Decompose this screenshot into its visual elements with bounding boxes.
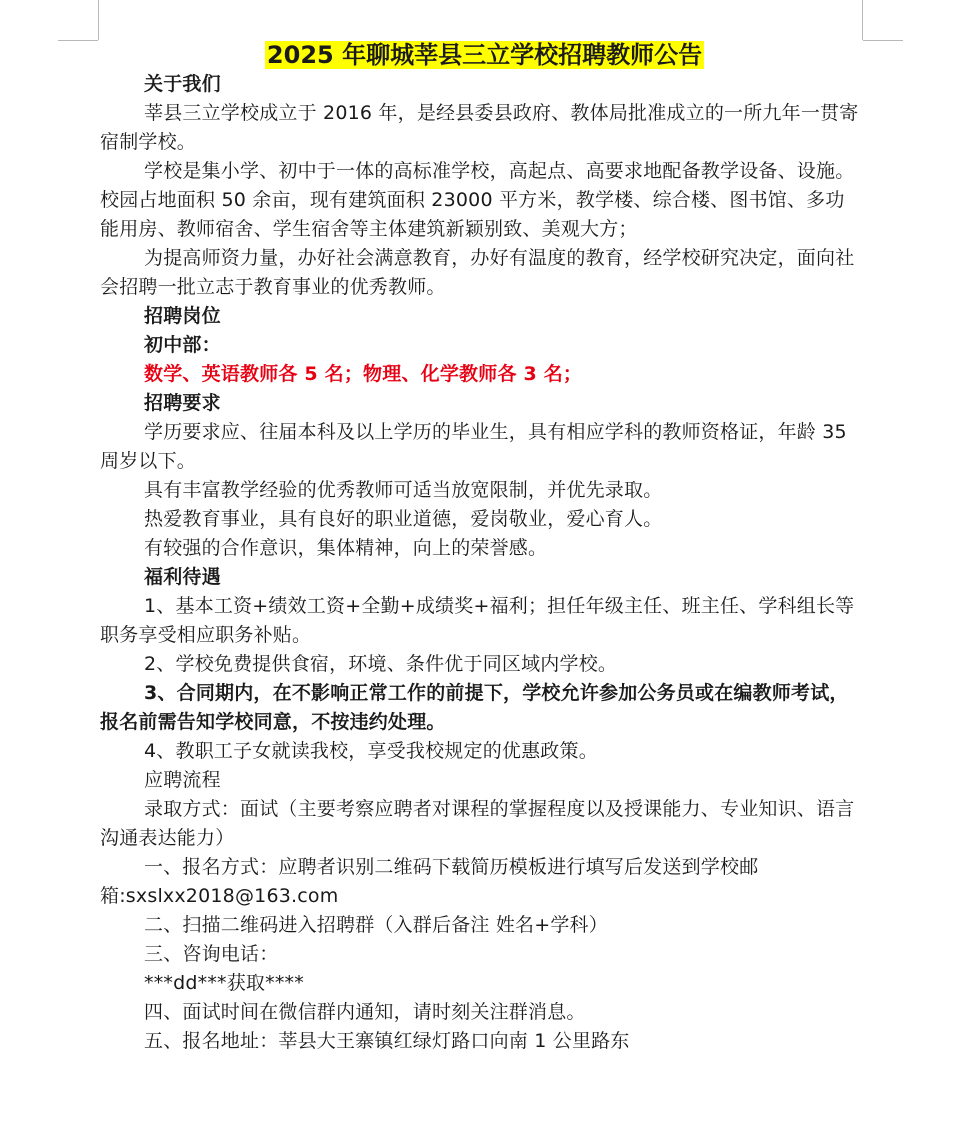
benefit-item: 4、教职工子女就读我校，享受我校规定的优惠政策。 [144, 740, 598, 762]
crop-mark-top-right-vertical [862, 0, 863, 40]
process-item-phone-value: ***dd***获取**** [144, 972, 304, 994]
requirement-item: 具有丰富教学经验的优秀教师可适当放宽限制，并优先录取。 [144, 479, 663, 501]
positions-detail: 数学、英语教师各 5 名；物理、化学教师各 3 名； [144, 363, 583, 385]
process-heading: 应聘流程 [144, 769, 221, 791]
process-item-registration: 一、报名方式：应聘者识别二维码下载简历模板进行填写后发送到学校邮箱:sxslxx2018@163.com [100, 856, 759, 907]
document-body [100, 70, 860, 1056]
process-item-address: 五、报名地址：莘县大王寨镇红绿灯路口向南 1 公里路东 [144, 1030, 630, 1052]
positions-department: 初中部： [144, 334, 221, 356]
document-title [0, 38, 969, 72]
benefit-item-highlight: 3、合同期内，在不影响正常工作的前提下，学校允许参加公务员或在编教师考试，报名前需告知学校同意，不按违约处理。 [100, 682, 849, 733]
requirement-item: 学历要求应、往届本科及以上学历的毕业生，具有相应学科的教师资格证，年龄 35 周岁以下。 [100, 421, 847, 472]
document-title-text: 2025 年聊城莘县三立学校招聘教师公告 [266, 41, 703, 69]
benefits-heading: 福利待遇 [144, 566, 221, 588]
positions-heading: 招聘岗位 [144, 305, 221, 327]
about-paragraph-1: 莘县三立学校成立于 2016 年，是经县委县政府、教体局批准成立的一所九年一贯寄宿制学校。 [100, 102, 859, 153]
process-item-phone-label: 三、咨询电话： [144, 943, 279, 965]
process-item-method: 录取方式：面试（主要考察应聘者对课程的掌握程度以及授课能力、专业知识、语言沟通表达能力） [100, 798, 855, 849]
about-paragraph-2: 学校是集小学、初中于一体的高标准学校，高起点、高要求地配备教学设备、设施。校园占地面积 50 余亩，现有建筑面积 23000 平方米，教学楼、综合楼、图书馆、多功能用房、教师宿舍、学生宿舍等主体建筑新颖别致、美观大方； [100, 160, 855, 240]
requirements-heading: 招聘要求 [144, 392, 221, 414]
benefit-item: 1、基本工资+绩效工资+全勤+成绩奖+福利；担任年级主任、班主任、学科组长等职务享受相应职务补贴。 [100, 595, 855, 646]
requirement-item: 有较强的合作意识，集体精神，向上的荣誉感。 [144, 537, 548, 559]
process-item-qr-group: 二、扫描二维码进入招聘群（入群后备注 姓名+学科） [144, 914, 608, 936]
process-item-interview-time: 四、面试时间在微信群内通知，请时刻关注群消息。 [144, 1001, 586, 1023]
about-heading: 关于我们 [144, 73, 221, 95]
requirement-item: 热爱教育事业，具有良好的职业道德，爱岗敬业，爱心育人。 [144, 508, 663, 530]
about-paragraph-3: 为提高师资力量，办好社会满意教育，办好有温度的教育，经学校研究决定，面向社会招聘一批立志于教育事业的优秀教师。 [100, 247, 855, 298]
crop-mark-top-left-vertical [98, 0, 99, 40]
benefit-item: 2、学校免费提供食宿，环境、条件优于同区域内学校。 [144, 653, 618, 675]
